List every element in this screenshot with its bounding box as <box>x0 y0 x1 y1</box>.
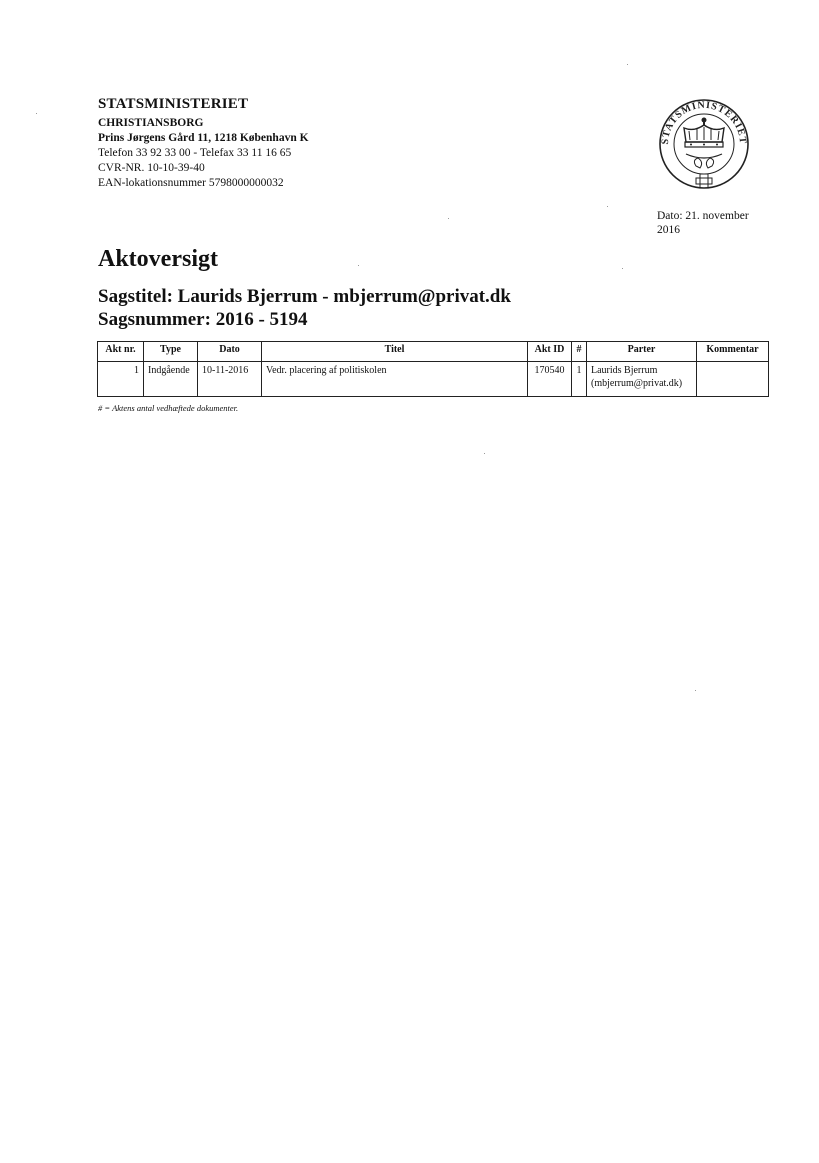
scan-speck <box>627 64 628 65</box>
org-ean: EAN-lokationsnummer 5798000000032 <box>98 177 284 189</box>
letterhead <box>98 96 309 191</box>
scan-speck <box>448 218 449 219</box>
header-akt-nr: Akt nr. <box>98 342 144 362</box>
case-title: Sagstitel: Laurids Bjerrum - mbjerrum@privat.dk <box>98 286 511 307</box>
scan-speck <box>607 206 608 207</box>
parter-email: (mbjerrum@privat.dk) <box>591 378 683 389</box>
case-number: Sagsnummer: 2016 - 5194 <box>98 309 308 330</box>
crown-seal-icon <box>656 96 752 196</box>
document-date <box>657 209 767 237</box>
header-type: Type <box>144 342 198 362</box>
header-kommentar: Kommentar <box>697 342 769 362</box>
header-titel: Titel <box>262 342 528 362</box>
seal-text: STATSMINISTERIET <box>659 99 749 145</box>
date-line-1: Dato: 21. november <box>657 210 749 222</box>
cell-count: 1 <box>572 362 587 397</box>
cell-kommentar <box>697 362 769 397</box>
table-header-row <box>98 342 769 362</box>
org-name: STATSMINISTERIET <box>98 96 249 112</box>
header-dato: Dato <box>198 342 262 362</box>
parter-name: Laurids Bjerrum <box>591 365 658 376</box>
org-cvr: CVR-NR. 10-10-39-40 <box>98 162 205 174</box>
page-title: Aktoversigt <box>98 246 218 272</box>
org-phone: Telefon 33 92 33 00 - Telefax 33 11 16 65 <box>98 147 292 159</box>
scan-speck <box>484 453 485 454</box>
cell-dato: 10-11-2016 <box>198 362 262 397</box>
date-line-2: 2016 <box>657 224 680 236</box>
table-row <box>98 362 769 397</box>
document-table <box>97 341 769 397</box>
footnote: # = Aktens antal vedhæftede dokumenter. <box>98 403 239 413</box>
scan-speck <box>358 265 359 266</box>
cell-parter <box>587 362 697 397</box>
header-parter: Parter <box>587 342 697 362</box>
header-akt-id: Akt ID <box>528 342 572 362</box>
scan-speck <box>695 690 696 691</box>
scan-speck <box>622 268 623 269</box>
header-count: # <box>572 342 587 362</box>
cell-titel: Vedr. placering af politiskolen <box>262 362 528 397</box>
org-address: Prins Jørgens Gård 11, 1218 København K <box>98 132 309 144</box>
org-location: CHRISTIANSBORG <box>98 117 204 129</box>
cell-akt-nr: 1 <box>98 362 144 397</box>
cell-akt-id: 170540 <box>528 362 572 397</box>
cell-type: Indgående <box>144 362 198 397</box>
scan-speck <box>36 113 37 114</box>
